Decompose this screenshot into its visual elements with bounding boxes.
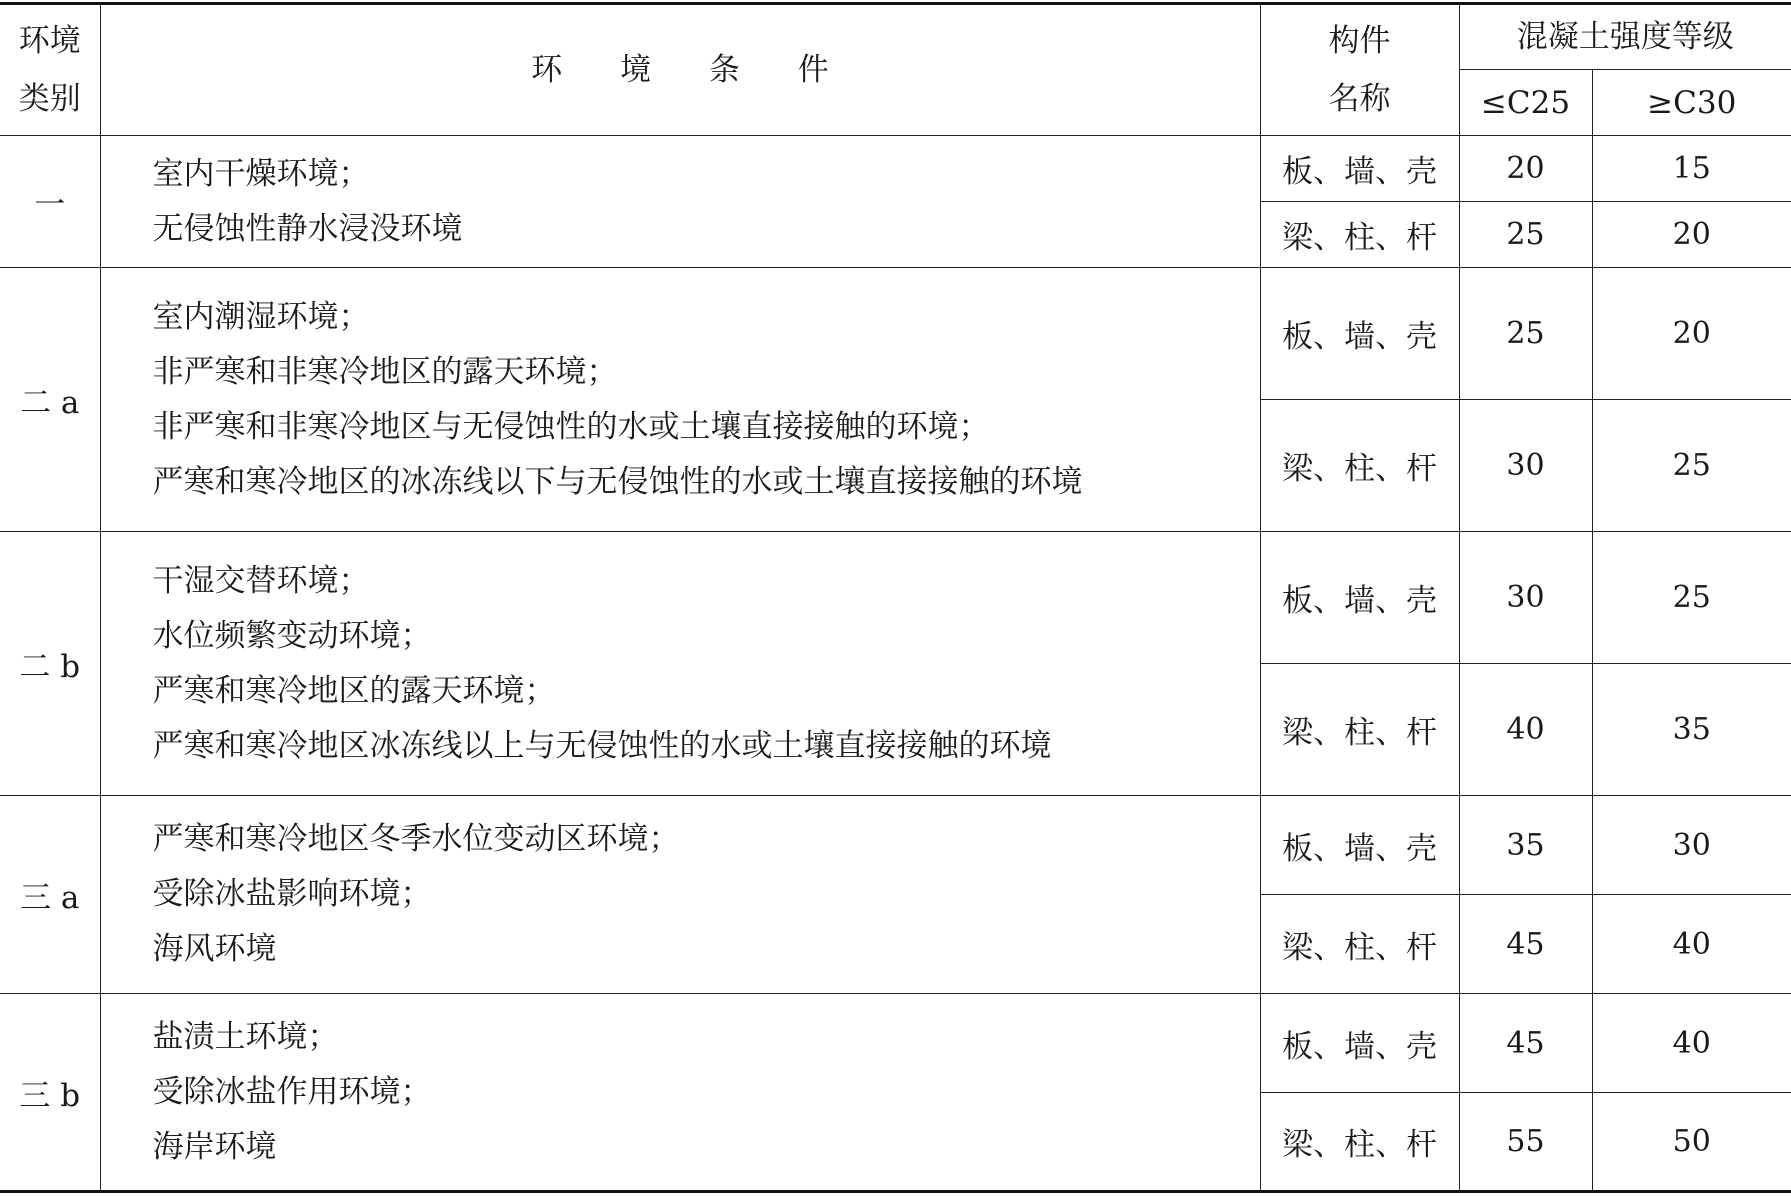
condition-line: 严寒和寒冷地区冬季水位变动区环境； (152, 821, 680, 857)
header-grade-high: ≥C30 (1592, 70, 1791, 136)
cover-high: 40 (1592, 895, 1791, 994)
conditions-cell (100, 268, 1260, 532)
cover-high: 20 (1592, 268, 1791, 400)
condition-line: 受除冰盐作用环境； (152, 1073, 432, 1110)
concrete-cover-table (0, 2, 1791, 1193)
condition-line: 严寒和寒冷地区的露天环境； (152, 672, 556, 709)
cover-low: 35 (1459, 796, 1592, 895)
cover-high: 30 (1592, 796, 1791, 895)
cover-low: 30 (1459, 532, 1592, 664)
header-condition: 环 境 条 件 (100, 4, 1260, 136)
cover-low: 45 (1459, 895, 1592, 994)
member-name: 板、墙、壳 (1260, 532, 1459, 664)
header-grade-group: 混凝土强度等级 (1459, 4, 1791, 70)
condition-line: 非严寒和非寒冷地区的露天环境； (152, 353, 618, 390)
condition-line: 严寒和寒冷地区的冰冻线以下与无侵蚀性的水或土壤直接接触的环境 (152, 463, 1083, 500)
member-name: 梁、柱、杆 (1260, 1093, 1459, 1192)
cover-high: 20 (1592, 202, 1791, 268)
cover-low: 25 (1459, 202, 1592, 268)
cover-high: 15 (1592, 136, 1791, 202)
category-cell: 三 a (0, 796, 100, 994)
header-member (1260, 4, 1459, 136)
cover-high: 25 (1592, 532, 1791, 664)
condition-line: 严寒和寒冷地区冰冻线以上与无侵蚀性的水或土壤直接接触的环境 (152, 727, 1052, 764)
condition-line: 干湿交替环境； (152, 562, 370, 599)
condition-line: 非严寒和非寒冷地区与无侵蚀性的水或土壤直接接触的环境； (152, 408, 990, 445)
member-name: 板、墙、壳 (1260, 136, 1459, 202)
header-category (0, 4, 100, 136)
condition-line: 盐渍土环境； (152, 1018, 339, 1055)
member-name: 梁、柱、杆 (1260, 202, 1459, 268)
condition-line: 室内潮湿环境； (152, 298, 370, 335)
condition-line: 水位频繁变动环境； (152, 617, 432, 654)
category-cell: 三 b (0, 994, 100, 1192)
member-name: 板、墙、壳 (1260, 268, 1459, 400)
header-grade-low: ≤C25 (1459, 70, 1592, 136)
condition-line: 受除冰盐影响环境； (152, 876, 432, 912)
cover-low: 45 (1459, 994, 1592, 1093)
condition-line: 无侵蚀性静水浸没环境 (152, 210, 463, 247)
member-name: 板、墙、壳 (1260, 796, 1459, 895)
condition-line: 海岸环境 (152, 1128, 277, 1165)
cover-high: 25 (1592, 400, 1791, 532)
cover-low: 55 (1459, 1093, 1592, 1192)
header-category-line2: 类别 (18, 81, 81, 117)
member-name: 梁、柱、杆 (1260, 400, 1459, 532)
conditions-cell (100, 796, 1260, 994)
conditions-cell (100, 532, 1260, 796)
conditions-cell (100, 994, 1260, 1192)
cover-low: 40 (1459, 664, 1592, 796)
category-cell: 二 b (0, 532, 100, 796)
category-cell: 一 (0, 136, 100, 268)
header-member-line1: 构件 (1328, 23, 1391, 59)
cover-high: 40 (1592, 994, 1791, 1093)
cover-high: 50 (1592, 1093, 1791, 1192)
cover-high: 35 (1592, 664, 1791, 796)
cover-low: 30 (1459, 400, 1592, 532)
member-name: 梁、柱、杆 (1260, 895, 1459, 994)
conditions-cell (100, 136, 1260, 268)
category-cell: 二 a (0, 268, 100, 532)
cover-low: 20 (1459, 136, 1592, 202)
member-name: 板、墙、壳 (1260, 994, 1459, 1093)
member-name: 梁、柱、杆 (1260, 664, 1459, 796)
condition-line: 海风环境 (152, 931, 277, 967)
cover-low: 25 (1459, 268, 1592, 400)
header-member-line2: 名称 (1328, 81, 1391, 117)
condition-line: 室内干燥环境； (152, 155, 370, 192)
header-category-line1: 环境 (18, 23, 81, 59)
